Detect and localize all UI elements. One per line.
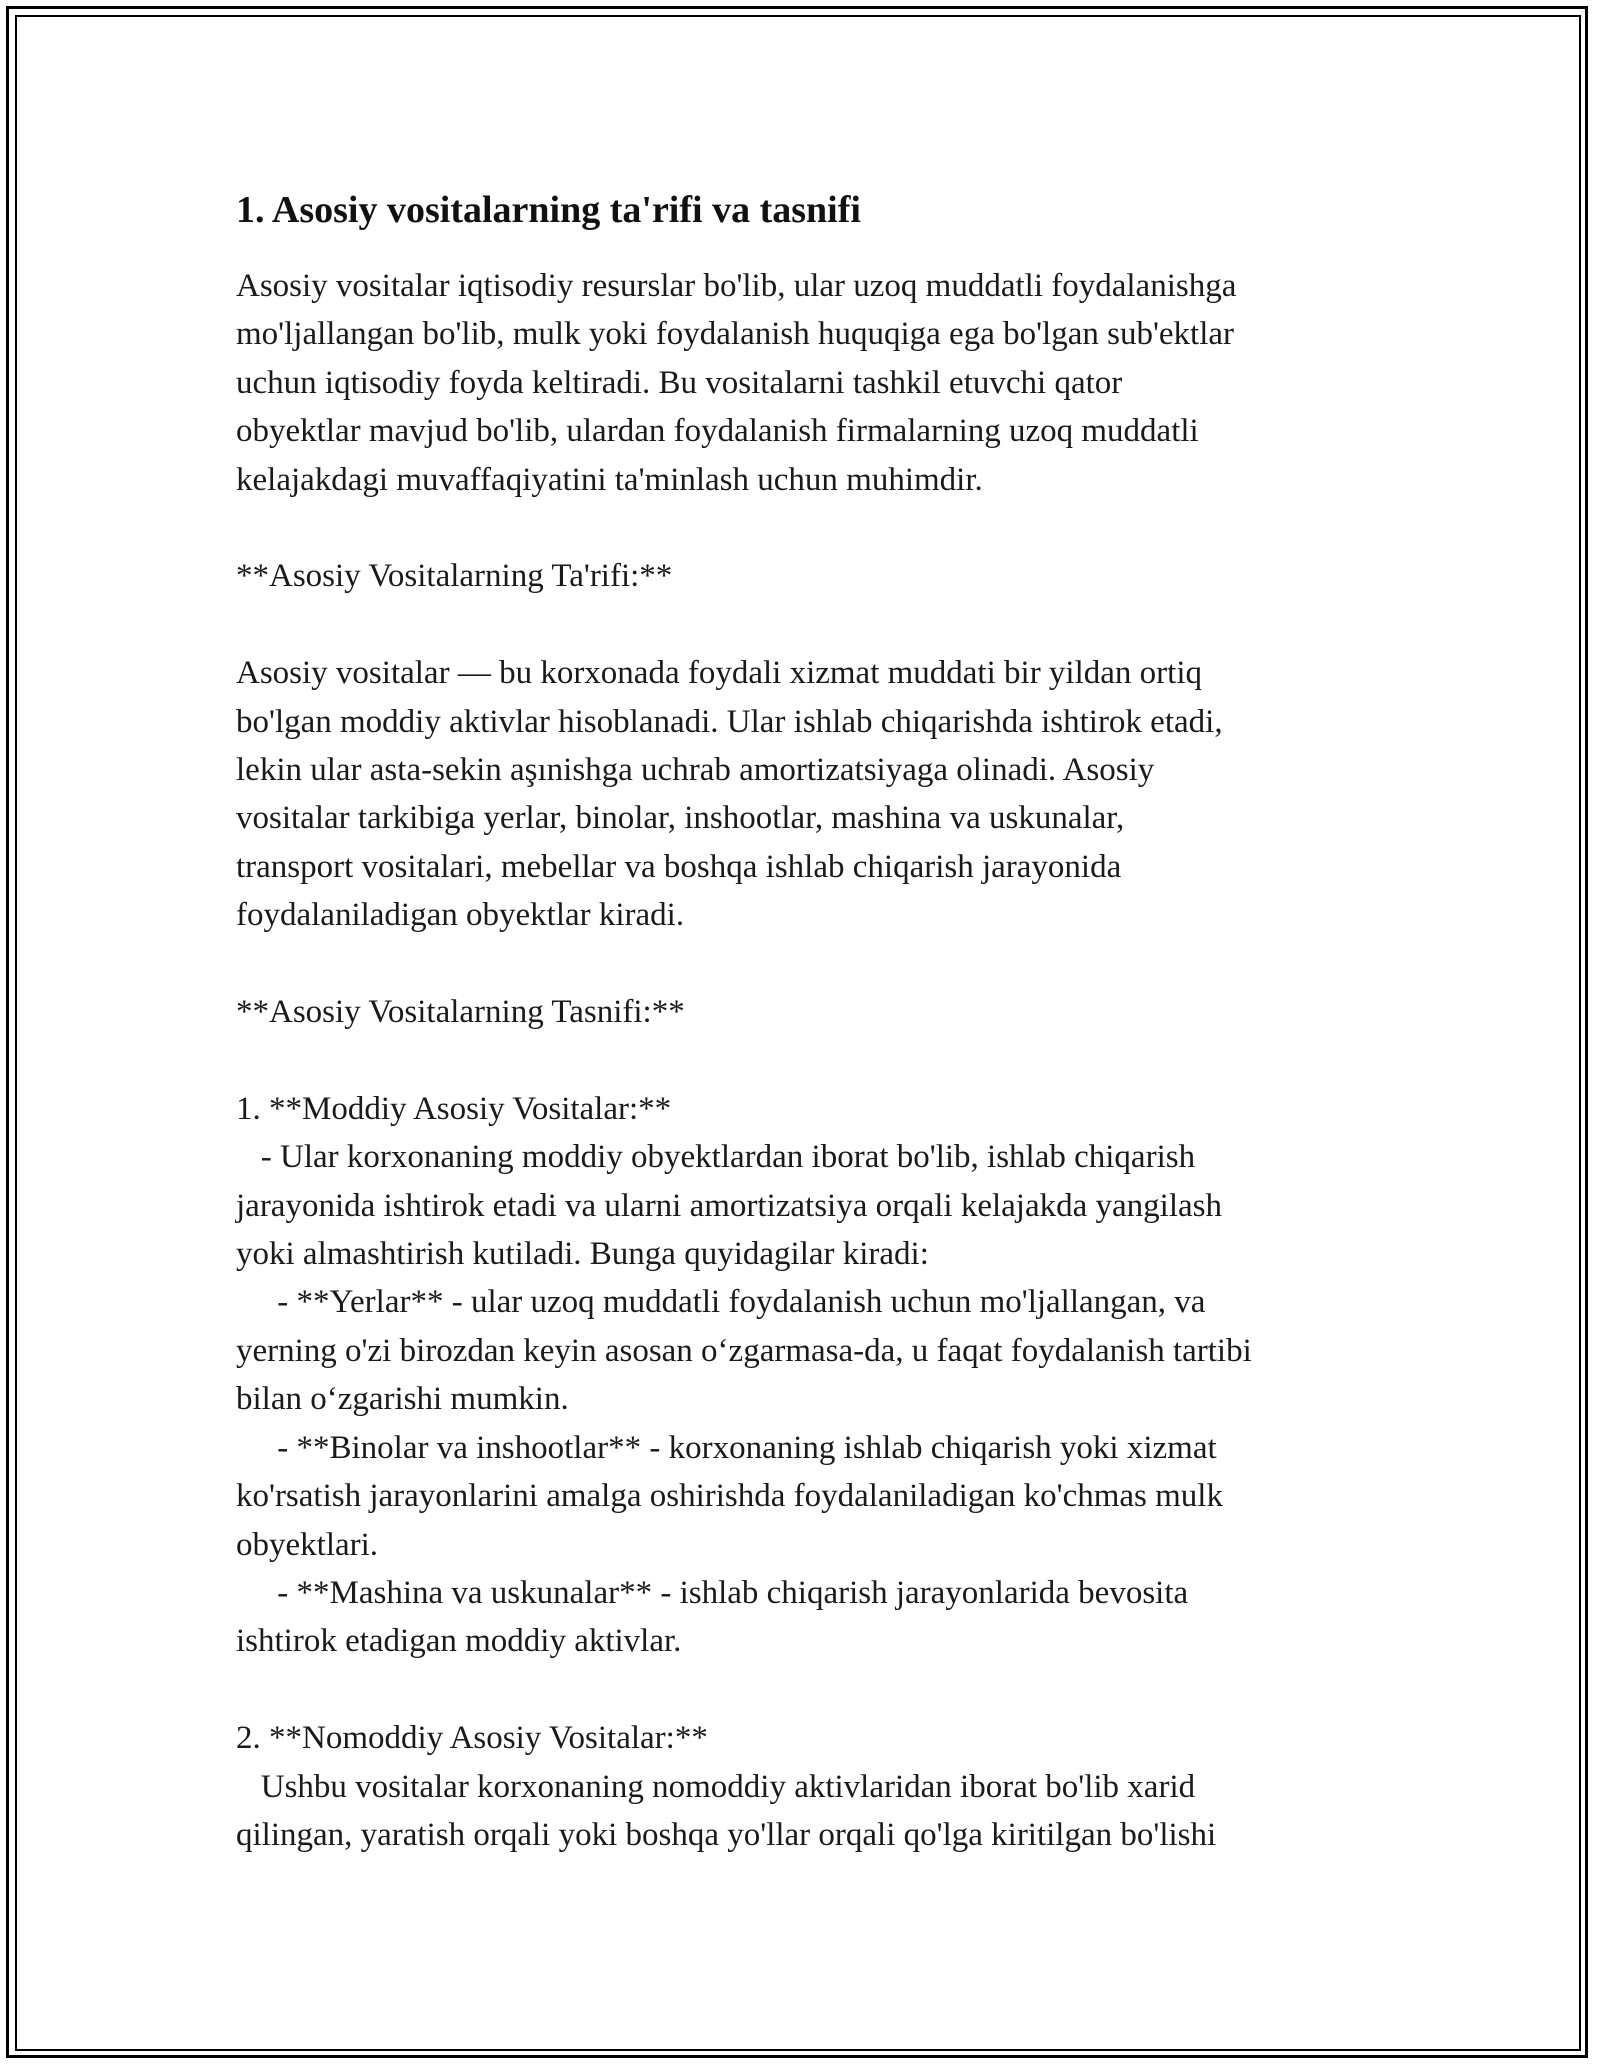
paragraph-spacer: [236, 504, 1376, 552]
definition-title: **Asosiy Vositalarning Ta'rifi:**: [236, 558, 673, 595]
paragraph-spacer: [236, 601, 1376, 649]
section-1-text: - Ular korxonaning moddiy obyektlardan iborat bo'lib, ishlab chiqarish jarayonida ishtirok etadi va ularni amortizatsiya orqali kelajakda yangilash yoki almashtirish kutiladi. Bunga quyidagilar kiradi: - **Yerlar** - ular uzoq muddatli foydalanish uchun mo'ljallangan, va yerning o'zi birozdan keyin asosan oʻzgarmasa-da, u faqat foydalanish tartibi bilan oʻzgarishi mumkin. - **Binolar va inshootlar** - korxonaning ishlab chiqarish yoki xizmat ko'rsatish jarayonlarini amalga oshirishda foydalaniladigan ko'chmas mulk obyektlari. - **Mashina va uskunalar** - ishlab chiqarish jarayonlarida bevosita ishtirok etadigan moddiy aktivlar.: [236, 1139, 1252, 1660]
section-2-text: Ushbu vositalar korxonaning nomoddiy aktivlaridan iborat bo'lib xarid qilingan, yaratish orqali yoki boshqa yo'llar orqali qo'lga kiritilgan bo'lishi: [236, 1768, 1217, 1853]
classification-title: **Asosiy Vositalarning Tasnifi:**: [236, 994, 685, 1031]
intro-paragraph: Asosiy vositalar iqtisodiy resurslar bo'lib, ular uzoq muddatli foydalanishga mo'ljallangan bo'lib, mulk yoki foydalanish huquqiga ega bo'lgan sub'ektlar uchun iqtisodiy foyda keltiradi. Bu vositalarni tashkil etuvchi qator obyektlar mavjud bo'lib, ulardan foydalanish firmalarning uzoq muddatli kelajakdagi muvaffaqiyatini ta'minlash uchun muhimdir.: [236, 268, 1237, 498]
paragraph-spacer: [236, 940, 1376, 988]
paragraph-spacer: [236, 1036, 1376, 1084]
section-1-title: 1. **Moddiy Asosiy Vositalar:**: [236, 1090, 672, 1127]
document-body: [236, 186, 1376, 1859]
section-heading: 1. Asosiy vositalarning ta'rifi va tasnifi: [236, 189, 861, 231]
definition-paragraph: Asosiy vositalar — bu korxonada foydali xizmat muddati bir yildan ortiq bo'lgan moddiy aktivlar hisoblanadi. Ular ishlab chiqarishda ishtirok etadi, lekin ular asta-sekin aşınishga uchrab amortizatsiyaga olinadi. Asosiy vositalar tarkibiga yerlar, binolar, inshootlar, mashina va uskunalar, transport vositalari, mebellar va boshqa ishlab chiqarish jarayonida foydalaniladigan obyektlar kiradi.: [236, 655, 1223, 934]
section-2-title: 2. **Nomoddiy Asosiy Vositalar:**: [236, 1720, 708, 1757]
paragraph-spacer: [236, 1666, 1376, 1714]
